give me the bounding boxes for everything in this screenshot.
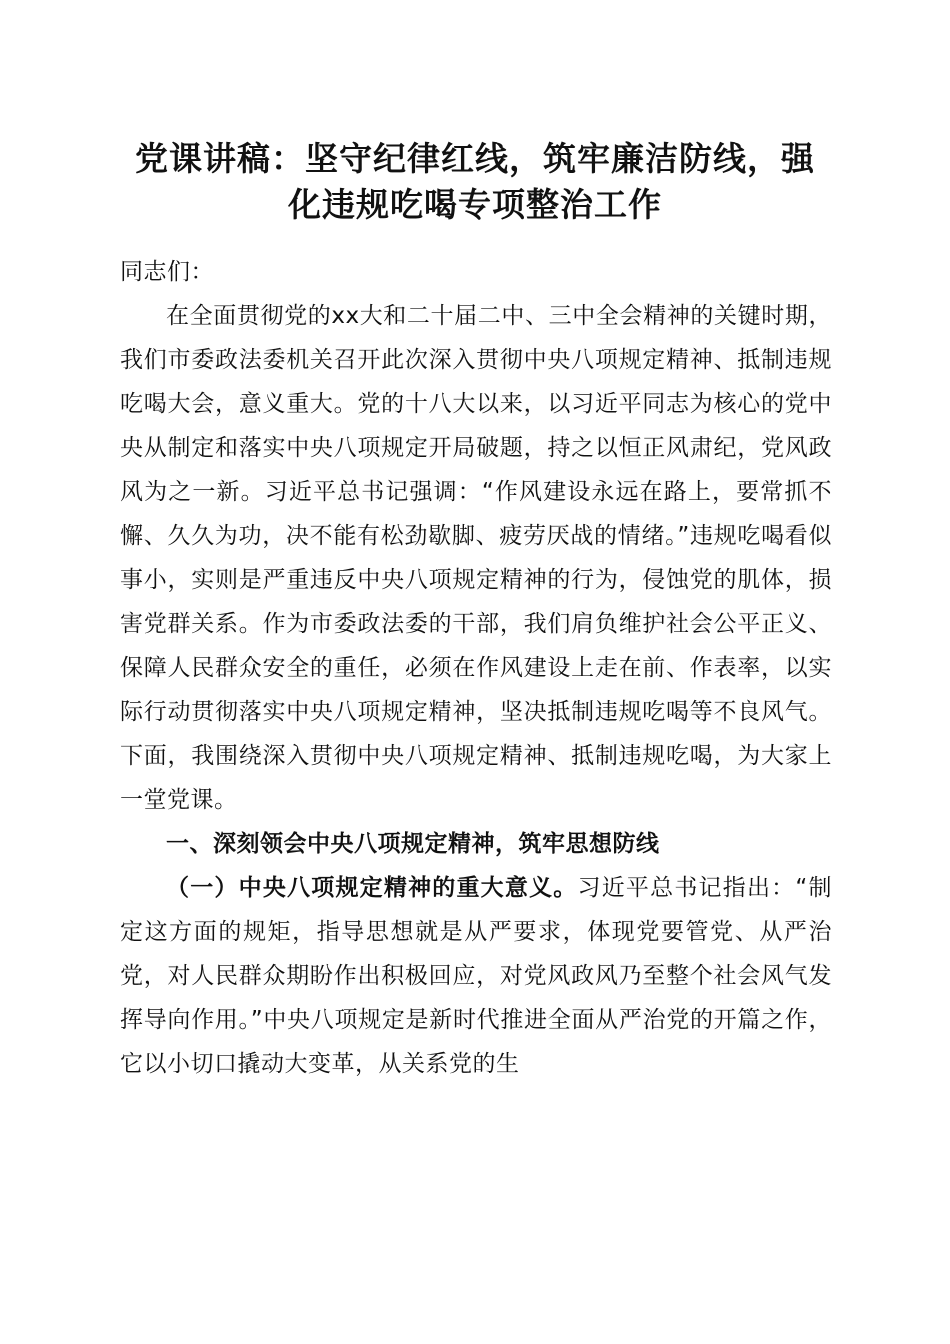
- subsection-heading-1: （一）中央八项规定精神的重大意义。: [166, 875, 578, 901]
- document-title: [110, 136, 840, 228]
- salutation: 同志们：: [120, 259, 214, 285]
- section-heading-1: 一、深刻领会中央八项规定精神，筑牢思想防线: [166, 831, 660, 857]
- subsection-text-1: 习近平总书记指出：“制定这方面的规矩，指导思想就是从严要求，体现党要管党、从严治党，对人民群众期盼作出积极回应，对党风政风乃至整个社会风气发挥导向作用。”中央八项规定是新时代推进全面从严治党的开篇之作，它以小切口撬动大变革，从关系党的生: [120, 875, 832, 1077]
- title-line-2: 化违规吃喝专项整治工作: [288, 185, 662, 224]
- document-body: [120, 250, 832, 1086]
- title-line-1: 党课讲稿：坚守纪律红线，筑牢廉洁防线，强: [135, 139, 815, 178]
- intro-paragraph: 在全面贯彻党的xx大和二十届二中、三中全会精神的关键时期，我们市委政法委机关召开此次深入贯彻中央八项规定精神、抵制违规吃喝大会，意义重大。党的十八大以来，以习近平同志为核心的党中央从制定和落实中央八项规定开局破题，持之以恒正风肃纪，党风政风为之一新。习近平总书记强调：“作风建设永远在路上，要常抓不懈、久久为功，决不能有松劲歇脚、疲劳厌战的情绪。”违规吃喝看似事小，实则是严重违反中央八项规定精神的行为，侵蚀党的肌体，损害党群关系。作为市委政法委的干部，我们肩负维护社会公平正义、保障人民群众安全的重任，必须在作风建设上走在前、作表率，以实际行动贯彻落实中央八项规定精神，坚决抵制违规吃喝等不良风气。下面，我围绕深入贯彻中央八项规定精神、抵制违规吃喝，为大家上一堂党课。: [120, 303, 832, 813]
- subsection-paragraph-1: [120, 866, 832, 1086]
